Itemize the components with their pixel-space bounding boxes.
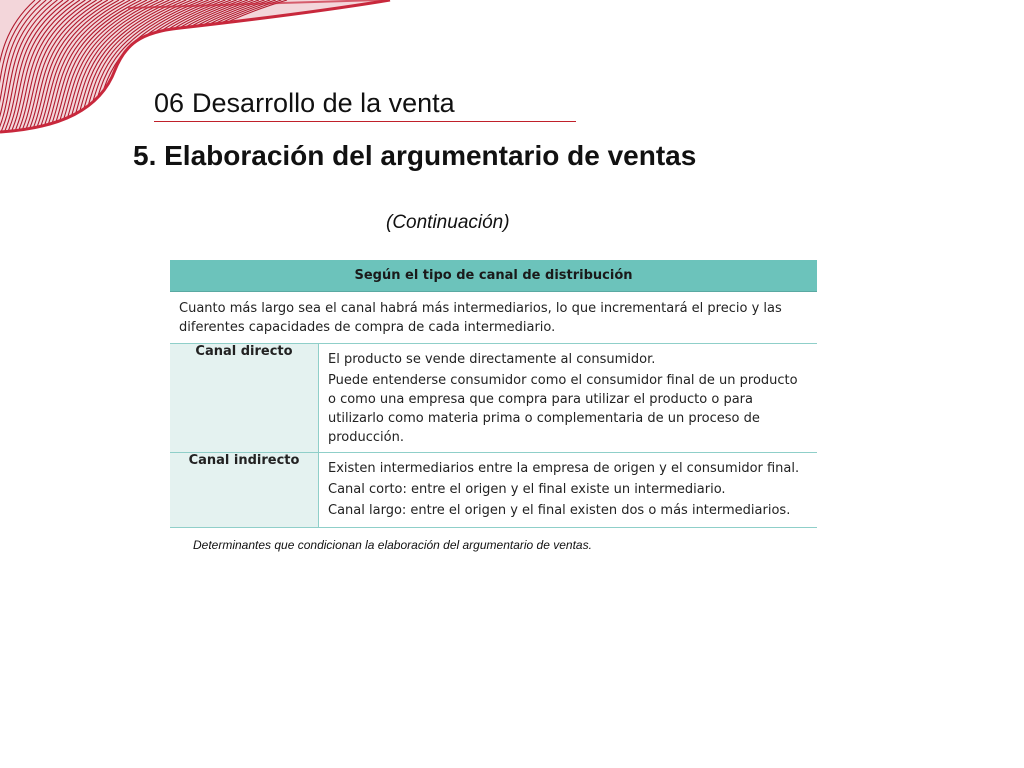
- row-label-canal-indirecto: Canal indirecto: [170, 453, 319, 528]
- description-line: El producto se vende directamente al consumidor.: [328, 352, 656, 367]
- table-caption: Determinantes que condicionan la elaboración del argumentario de ventas.: [193, 538, 592, 552]
- continuation-subtitle: (Continuación): [386, 212, 510, 233]
- chapter-number: 06: [154, 88, 185, 118]
- distribution-channel-table: [170, 260, 817, 528]
- section-title: 5. Elaboración del argumentario de ventas: [133, 140, 697, 171]
- table-intro: Cuanto más largo sea el canal habrá más intermediarios, lo que incrementará el precio y las diferentes capacidades de compra de cada intermediario.: [170, 292, 817, 344]
- description-line: Puede entenderse consumidor como el consumidor final de un producto o como una empresa que compra para utilizar el producto o para utilizarlo como materia prima o complementaria de un proceso de producción.: [328, 373, 798, 445]
- table-row: [170, 453, 817, 528]
- row-description-canal-indirecto: [319, 453, 818, 528]
- row-label-canal-directo: Canal directo: [170, 344, 319, 453]
- table-row: [170, 344, 817, 453]
- description-line: Existen intermediarios entre la empresa de origen y el consumidor final.: [328, 461, 800, 476]
- row-description-canal-directo: [319, 344, 818, 453]
- chapter-heading: [154, 88, 576, 122]
- chapter-title: Desarrollo de la venta: [192, 88, 455, 118]
- table-header: Según el tipo de canal de distribución: [170, 260, 817, 292]
- description-line: Canal largo: entre el origen y el final existen dos o más intermediarios.: [328, 503, 791, 518]
- description-line: Canal corto: entre el origen y el final existe un intermediario.: [328, 482, 726, 497]
